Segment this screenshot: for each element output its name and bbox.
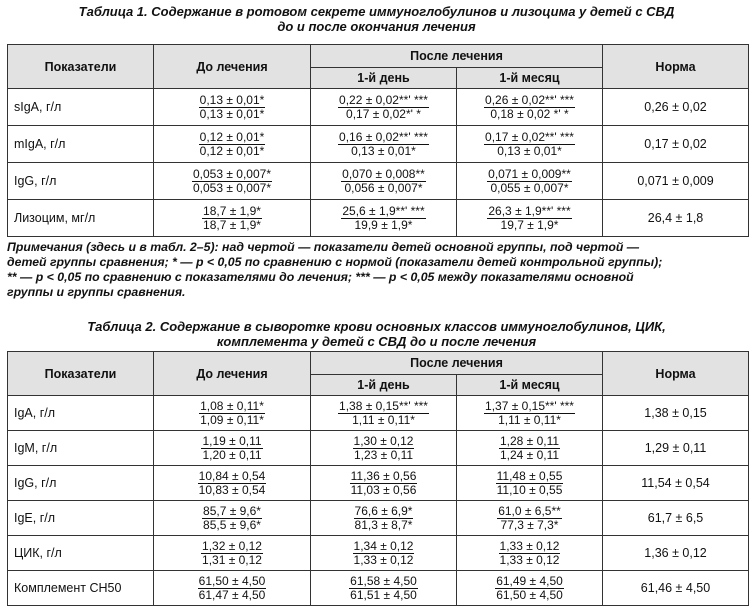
comparison-group-value: 0,13 ± 0,01* <box>497 143 562 158</box>
table1-body <box>8 89 749 237</box>
comparison-group-value: 1,11 ± 0,11* <box>352 412 415 427</box>
fraction-value <box>349 575 418 602</box>
header-indicators: Показатели <box>8 45 154 89</box>
main-group-value: 0,26 ± 0,02**' *** <box>485 92 574 107</box>
main-group-value: 61,58 ± 4,50 <box>350 573 417 588</box>
fraction-value <box>350 470 418 497</box>
comparison-group-value: 61,47 ± 4,50 <box>198 587 266 602</box>
cell-month1 <box>457 501 603 536</box>
comparison-group-value: 1,24 ± 0,11 <box>499 447 560 462</box>
main-group-value: 10,84 ± 0,54 <box>198 468 266 483</box>
cell-month1 <box>457 396 603 431</box>
main-group-value: 25,6 ± 1,9**' *** <box>342 203 425 218</box>
table1-caption-line1: Таблица 1. Содержание в ротовом секрете иммуноглобулинов и лизоцима у детей с СВД <box>78 4 675 19</box>
comparison-group-value: 1,09 ± 0,11* <box>200 412 264 427</box>
comparison-group-value: 19,9 ± 1,9* <box>354 217 413 232</box>
comparison-group-value: 61,50 ± 4,50 <box>496 587 563 602</box>
comparison-group-value: 1,31 ± 0,12 <box>202 552 262 567</box>
fraction-value <box>496 470 564 497</box>
cell-month1 <box>457 536 603 571</box>
header-before: До лечения <box>154 45 311 89</box>
comparison-group-value: 81,3 ± 8,7* <box>354 517 413 532</box>
row-label: mIgA, г/л <box>8 126 154 163</box>
fraction-value <box>487 168 572 195</box>
comparison-group-value: 0,12 ± 0,01* <box>199 143 265 158</box>
comparison-group-value: 0,17 ± 0,02*' * <box>346 106 421 121</box>
main-group-value: 1,34 ± 0,12 <box>353 538 414 553</box>
main-group-value: 76,6 ± 6,9* <box>354 503 413 518</box>
cell-day1 <box>311 89 457 126</box>
table-row <box>8 396 749 431</box>
comparison-group-value: 1,33 ± 0,12 <box>499 552 560 567</box>
fraction-value <box>341 205 425 232</box>
comparison-group-value: 61,51 ± 4,50 <box>350 587 417 602</box>
header-month1: 1-й месяц <box>457 68 603 89</box>
cell-month1 <box>457 466 603 501</box>
main-group-value: 0,053 ± 0,007* <box>193 166 271 181</box>
cell-norm: 1,38 ± 0,15 <box>603 396 749 431</box>
fraction-value <box>192 168 272 195</box>
main-group-value: 1,38 ± 0,15**' *** <box>339 398 428 413</box>
fraction-value <box>499 435 560 462</box>
notes-line4: группы и группы сравнения. <box>7 285 186 299</box>
notes-line1: Примечания (здесь и в табл. 2–5): над чертой — показатели детей основной группы, под чертой — <box>7 240 640 254</box>
main-group-value: 0,16 ± 0,02**' *** <box>339 129 428 144</box>
table-row <box>8 466 749 501</box>
comparison-group-value: 0,056 ± 0,007* <box>344 180 423 195</box>
fraction-value <box>497 505 562 532</box>
cell-month1 <box>457 163 603 200</box>
fraction-value <box>202 505 262 532</box>
comparison-group-value: 18,7 ± 1,9* <box>203 217 261 232</box>
cell-day1 <box>311 200 457 237</box>
table-row <box>8 200 749 237</box>
fraction-value <box>354 505 414 532</box>
cell-day1 <box>311 396 457 431</box>
table-row <box>8 163 749 200</box>
fraction-value <box>487 205 571 232</box>
fraction-value <box>484 400 575 427</box>
row-label: IgA, г/л <box>8 396 154 431</box>
cell-before <box>154 200 311 237</box>
fraction-value <box>353 435 415 462</box>
cell-before <box>154 396 311 431</box>
table-row <box>8 501 749 536</box>
header-norm: Норма <box>603 45 749 89</box>
table-row <box>8 536 749 571</box>
table2-caption-line1: Таблица 2. Содержание в сыворотке крови основных классов иммуноглобулинов, ЦИК, <box>87 319 666 334</box>
row-label: IgG, г/л <box>8 466 154 501</box>
main-group-value: 0,12 ± 0,01* <box>199 129 265 144</box>
cell-before <box>154 89 311 126</box>
cell-before <box>154 466 311 501</box>
row-label: IgG, г/л <box>8 163 154 200</box>
table2 <box>7 351 749 606</box>
main-group-value: 0,071 ± 0,009** <box>488 166 571 181</box>
cell-day1 <box>311 466 457 501</box>
comparison-group-value: 19,7 ± 1,9* <box>500 217 559 232</box>
table1 <box>7 44 749 237</box>
row-label: Комплемент СН50 <box>8 571 154 606</box>
main-group-value: 1,19 ± 0,11 <box>202 433 262 448</box>
fraction-value <box>199 131 266 158</box>
main-group-value: 1,32 ± 0,12 <box>202 538 262 553</box>
row-label: IgM, г/л <box>8 431 154 466</box>
row-label: IgE, г/л <box>8 501 154 536</box>
header-before: До лечения <box>154 352 311 396</box>
comparison-group-value: 1,33 ± 0,12 <box>353 552 414 567</box>
comparison-group-value: 10,83 ± 0,54 <box>198 482 266 497</box>
fraction-value <box>338 131 429 158</box>
comparison-group-value: 0,13 ± 0,01* <box>351 143 416 158</box>
header-month1: 1-й месяц <box>457 375 603 396</box>
table2-caption-line2: комплемента у детей с СВД до и после лечения <box>216 334 537 349</box>
comparison-group-value: 0,055 ± 0,007* <box>490 180 569 195</box>
cell-norm: 1,29 ± 0,11 <box>603 431 749 466</box>
cell-norm: 61,46 ± 4,50 <box>603 571 749 606</box>
table-row <box>8 89 749 126</box>
table2-body <box>8 396 749 606</box>
main-group-value: 1,37 ± 0,15**' *** <box>485 398 574 413</box>
notes-line2: детей группы сравнения; * — р < 0,05 по сравнению с нормой (показатели детей контрольной группы); <box>7 255 663 269</box>
cell-month1 <box>457 571 603 606</box>
fraction-value <box>199 94 266 121</box>
cell-before <box>154 431 311 466</box>
main-group-value: 61,0 ± 6,5** <box>498 503 561 518</box>
cell-norm: 11,54 ± 0,54 <box>603 466 749 501</box>
table-row <box>8 571 749 606</box>
comparison-group-value: 0,18 ± 0,02 *' * <box>490 106 569 121</box>
notes-line3: ** — р < 0,05 по сравнению с показателями до лечения; *** — р < 0,05 между показателями основной <box>7 270 634 284</box>
table-row <box>8 126 749 163</box>
row-label: Лизоцим, мг/л <box>8 200 154 237</box>
main-group-value: 1,08 ± 0,11* <box>200 398 264 413</box>
main-group-value: 61,50 ± 4,50 <box>198 573 266 588</box>
comparison-group-value: 11,10 ± 0,55 <box>496 482 563 497</box>
main-group-value: 1,28 ± 0,11 <box>499 433 560 448</box>
main-group-value: 26,3 ± 1,9**' *** <box>488 203 571 218</box>
fraction-value <box>484 94 575 121</box>
header-after: После лечения <box>311 352 603 375</box>
fraction-value <box>198 575 267 602</box>
fraction-value <box>495 575 564 602</box>
fraction-value <box>201 435 262 462</box>
main-group-value: 11,36 ± 0,56 <box>350 468 417 483</box>
cell-norm: 61,7 ± 6,5 <box>603 501 749 536</box>
cell-norm: 0,26 ± 0,02 <box>603 89 749 126</box>
main-group-value: 1,30 ± 0,12 <box>353 433 414 448</box>
cell-before <box>154 501 311 536</box>
main-group-value: 18,7 ± 1,9* <box>203 203 261 218</box>
main-group-value: 0,17 ± 0,02**' *** <box>485 129 574 144</box>
cell-norm: 1,36 ± 0,12 <box>603 536 749 571</box>
main-group-value: 11,48 ± 0,55 <box>496 468 563 483</box>
table2-caption <box>0 319 753 349</box>
cell-month1 <box>457 89 603 126</box>
cell-month1 <box>457 200 603 237</box>
row-label: sIgA, г/л <box>8 89 154 126</box>
cell-day1 <box>311 571 457 606</box>
cell-day1 <box>311 431 457 466</box>
cell-before <box>154 536 311 571</box>
table-row <box>8 431 749 466</box>
cell-month1 <box>457 431 603 466</box>
fraction-value <box>484 131 575 158</box>
cell-day1 <box>311 163 457 200</box>
comparison-group-value: 0,13 ± 0,01* <box>199 106 265 121</box>
cell-norm: 26,4 ± 1,8 <box>603 200 749 237</box>
row-label: ЦИК, г/л <box>8 536 154 571</box>
fraction-value <box>198 470 267 497</box>
fraction-value <box>201 540 263 567</box>
cell-before <box>154 163 311 200</box>
main-group-value: 0,070 ± 0,008** <box>342 166 425 181</box>
cell-norm: 0,071 ± 0,009 <box>603 163 749 200</box>
comparison-group-value: 1,20 ± 0,11 <box>202 447 262 462</box>
header-norm: Норма <box>603 352 749 396</box>
comparison-group-value: 85,5 ± 9,6* <box>203 517 261 532</box>
header-day1: 1-й день <box>311 375 457 396</box>
comparison-group-value: 11,03 ± 0,56 <box>350 482 417 497</box>
comparison-group-value: 77,3 ± 7,3* <box>500 517 559 532</box>
cell-norm: 0,17 ± 0,02 <box>603 126 749 163</box>
cell-before <box>154 571 311 606</box>
main-group-value: 61,49 ± 4,50 <box>496 573 563 588</box>
fraction-value <box>199 400 265 427</box>
main-group-value: 85,7 ± 9,6* <box>203 503 261 518</box>
main-group-value: 0,22 ± 0,02**' *** <box>339 92 428 107</box>
fraction-value <box>202 205 262 232</box>
table1-caption-line2: до и после окончания лечения <box>277 19 476 34</box>
table1-caption <box>0 4 753 34</box>
cell-month1 <box>457 126 603 163</box>
header-indicators: Показатели <box>8 352 154 396</box>
cell-before <box>154 126 311 163</box>
fraction-value <box>338 400 429 427</box>
cell-day1 <box>311 501 457 536</box>
comparison-group-value: 1,23 ± 0,11 <box>353 447 414 462</box>
cell-day1 <box>311 126 457 163</box>
cell-day1 <box>311 536 457 571</box>
header-day1: 1-й день <box>311 68 457 89</box>
fraction-value <box>499 540 561 567</box>
fraction-value <box>341 168 426 195</box>
main-group-value: 1,33 ± 0,12 <box>499 538 560 553</box>
fraction-value <box>353 540 415 567</box>
main-group-value: 0,13 ± 0,01* <box>199 92 265 107</box>
comparison-group-value: 1,11 ± 0,11* <box>498 412 561 427</box>
fraction-value <box>338 94 429 121</box>
notes <box>7 240 748 300</box>
header-after: После лечения <box>311 45 603 68</box>
comparison-group-value: 0,053 ± 0,007* <box>193 180 271 195</box>
